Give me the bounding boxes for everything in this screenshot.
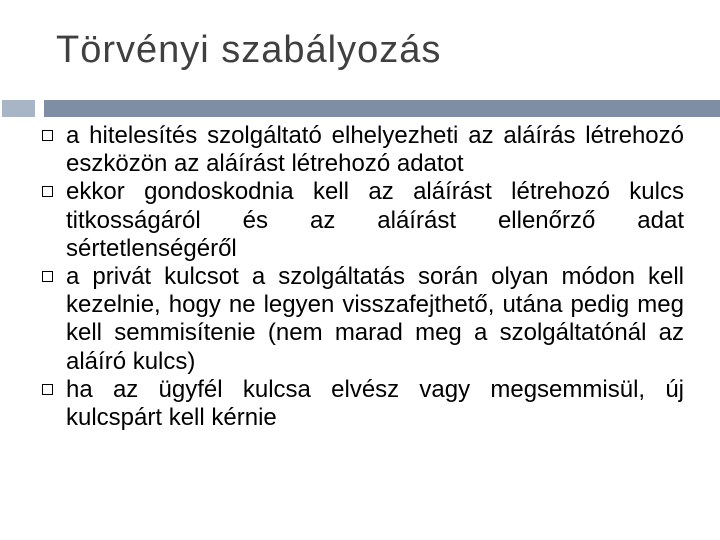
- bullet-item: [0, 376, 720, 432]
- bullet-text: a hitelesítés szolgáltató elhelyezheti az aláírás létrehozó eszközön az aláírást létrehozó adatot: [66, 122, 684, 178]
- square-box-icon: [42, 271, 53, 282]
- bullet-text: ekkor gondoskodnia kell az aláírást létrehozó kulcs titkosságáról és az aláírást ellenőrző adat sértetlenségéről: [66, 178, 684, 262]
- square-box-icon: [42, 186, 53, 197]
- square-box-icon: [42, 384, 53, 395]
- square-box-icon: [42, 130, 53, 141]
- bullet-text: ha az ügyfél kulcsa elvész vagy megsemmisül, új kulcspárt kell kérnie: [66, 375, 684, 432]
- slide-title: Törvényi szabályozás: [56, 29, 442, 71]
- bullet-text: a privát kulcsot a szolgáltatás során olyan módon kell kezelnie, hogy ne legyen visszafejthető, utána pedig meg kell semmisítenie (nem marad meg a szolgáltatónál az aláíró kulcs): [66, 263, 684, 375]
- accent-square: [2, 100, 35, 117]
- bullet-item: [0, 178, 720, 263]
- bullet-item: [0, 263, 720, 376]
- accent-bar: [44, 100, 720, 117]
- bullet-item: [0, 122, 720, 178]
- bullet-list: [0, 122, 720, 432]
